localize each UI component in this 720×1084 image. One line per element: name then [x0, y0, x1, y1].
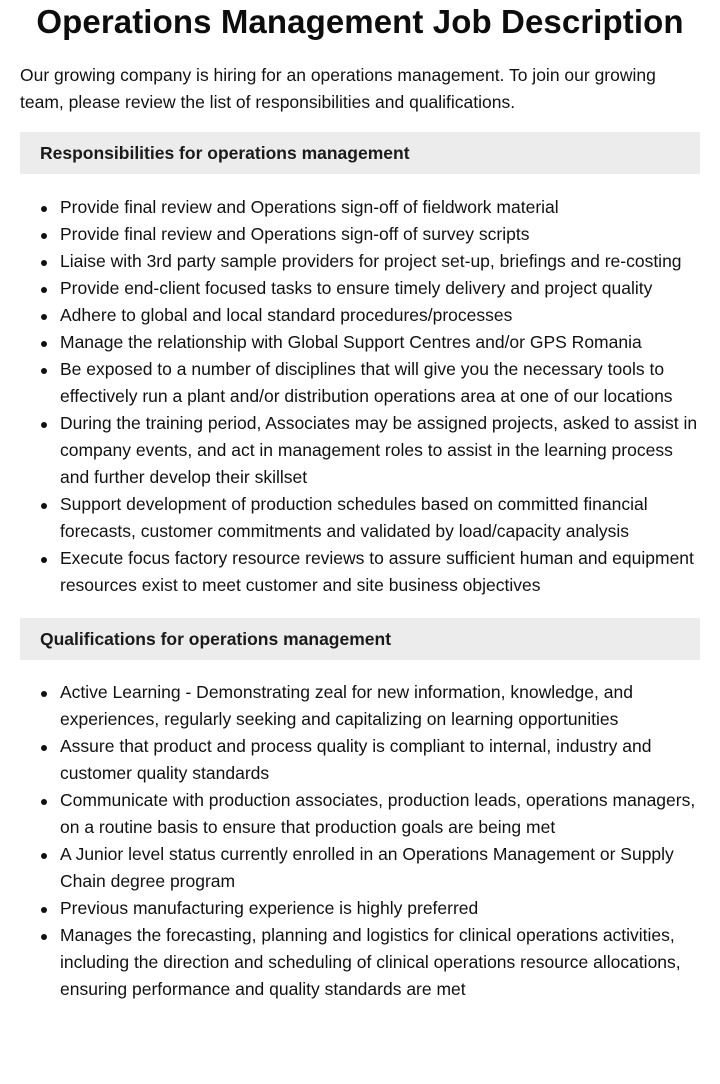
bullet-icon: [41, 368, 47, 374]
responsibility-text: Support development of production schedules based on committed financial forecasts, customer commitments and validated by load/capacity analysis: [60, 494, 648, 541]
responsibility-text: During the training period, Associates may be assigned projects, asked to assist in company events, and act in management roles to assist in the learning process and further develop their skillset: [60, 413, 698, 487]
responsibility-text: Execute focus factory resource reviews to assure sufficient human and equipment resources exist to meet customer and site business objectives: [60, 548, 694, 595]
bullet-icon: [41, 287, 47, 293]
bullet-icon: [41, 341, 47, 347]
responsibility-item: [20, 329, 700, 356]
qualification-item: [20, 733, 700, 787]
bullet-icon: [41, 206, 47, 212]
qualifications-heading: Qualifications for operations management: [20, 618, 700, 660]
responsibility-text: Adhere to global and local standard procedures/processes: [60, 305, 513, 325]
qualification-item: [20, 679, 700, 733]
bullet-icon: [41, 799, 47, 805]
qualification-item: [20, 787, 700, 841]
responsibility-item: [20, 302, 700, 329]
responsibility-item: [20, 545, 700, 599]
responsibility-text: Be exposed to a number of disciplines that will give you the necessary tools to effectively run a plant and/or distribution operations area at one of our locations: [60, 359, 673, 406]
responsibility-item: [20, 248, 700, 275]
bullet-icon: [41, 934, 47, 940]
responsibility-item: [20, 221, 700, 248]
qualification-text: Communicate with production associates, production leads, operations managers, on a routine basis to ensure that production goals are being met: [60, 790, 696, 837]
responsibility-item: [20, 491, 700, 545]
responsibility-item: [20, 194, 700, 221]
responsibilities-heading: Responsibilities for operations management: [20, 132, 700, 174]
bullet-icon: [41, 233, 47, 239]
responsibility-item: [20, 410, 700, 491]
responsibility-item: [20, 356, 700, 410]
bullet-icon: [41, 745, 47, 751]
qualification-text: Active Learning - Demonstrating zeal for new information, knowledge, and experiences, regularly seeking and capitalizing on learning opportunities: [60, 682, 633, 729]
qualifications-list: [20, 679, 700, 1003]
responsibility-text: Liaise with 3rd party sample providers for project set-up, briefings and re-costing: [60, 251, 682, 271]
qualification-text: A Junior level status currently enrolled in an Operations Management or Supply Chain degree program: [60, 844, 674, 891]
page-title: Operations Management Job Description: [36, 3, 684, 40]
responsibility-text: Provide end-client focused tasks to ensure timely delivery and project quality: [60, 278, 653, 298]
responsibility-item: [20, 275, 700, 302]
responsibilities-list: [20, 194, 700, 599]
bullet-icon: [41, 422, 47, 428]
qualification-item: [20, 922, 700, 1003]
qualification-text: Manages the forecasting, planning and logistics for clinical operations activities, including the direction and scheduling of clinical operations resource allocations, ensuring performance and quality standards are met: [60, 925, 681, 999]
responsibility-text: Manage the relationship with Global Support Centres and/or GPS Romania: [60, 332, 642, 352]
qualification-text: Previous manufacturing experience is highly preferred: [60, 898, 479, 918]
responsibility-text: Provide final review and Operations sign-off of survey scripts: [60, 224, 530, 244]
bullet-icon: [41, 557, 47, 563]
bullet-icon: [41, 853, 47, 859]
bullet-icon: [41, 260, 47, 266]
bullet-icon: [41, 907, 47, 913]
bullet-icon: [41, 691, 47, 697]
qualification-item: [20, 841, 700, 895]
responsibility-text: Provide final review and Operations sign-off of fieldwork material: [60, 197, 559, 217]
bullet-icon: [41, 314, 47, 320]
bullet-icon: [41, 503, 47, 509]
qualification-text: Assure that product and process quality is compliant to internal, industry and customer quality standards: [60, 736, 652, 783]
qualification-item: [20, 895, 700, 922]
intro-paragraph: Our growing company is hiring for an operations management. To join our growing team, please review the list of responsibilities and qualifications.: [20, 65, 656, 112]
